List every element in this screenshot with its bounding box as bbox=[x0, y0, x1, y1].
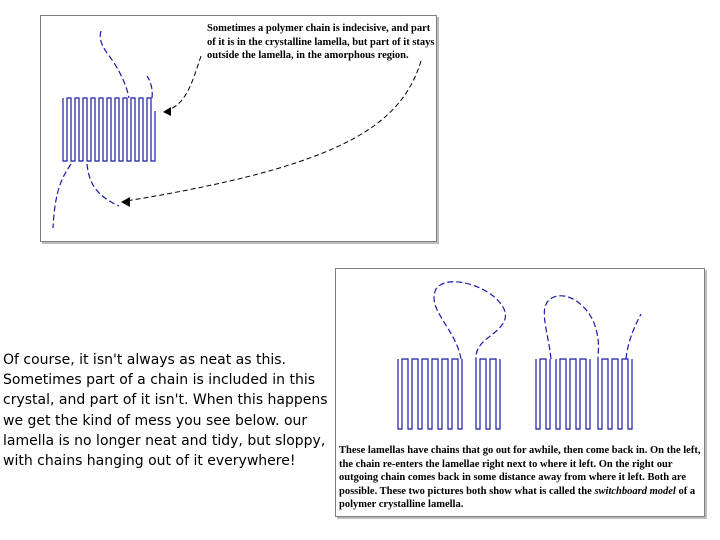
upper-chain-tail bbox=[100, 31, 129, 98]
lower-chain-loop bbox=[87, 164, 119, 206]
bottom-caption bbox=[339, 444, 701, 512]
body-paragraph: Of course, it isn't always as neat as this. Sometimes part of a chain is included in this crystal, and part of it isn't. When this happens we get the kind of mess you see below. our lamella is no longer neat and tidy, but sloppy, with chains hanging out of it everywhere! bbox=[3, 352, 328, 470]
right-distant-loop bbox=[544, 296, 598, 359]
top-caption: Sometimes a polymer chain is indecisive, and part of it is in the crystalline lamella, but part of it stays outside the lamella, in the amorphous region. bbox=[207, 23, 435, 61]
upper-chain-end bbox=[147, 76, 152, 98]
right-chain-end bbox=[626, 314, 641, 359]
lamella-folds bbox=[63, 98, 155, 161]
arrow-to-lower-tail bbox=[126, 61, 421, 201]
bottom-diagram-panel bbox=[335, 268, 705, 517]
right-lamella-folds bbox=[536, 359, 632, 429]
left-lamella-folds bbox=[398, 359, 500, 429]
arrow-to-upper-tail bbox=[166, 56, 201, 111]
caption-emphasis: switchboard model bbox=[594, 485, 676, 497]
arrowhead-upper bbox=[163, 107, 171, 116]
switchboard-model-diagram bbox=[336, 269, 704, 444]
left-adjacent-loop bbox=[434, 282, 506, 359]
top-diagram-panel bbox=[40, 15, 437, 242]
lower-chain-tail bbox=[53, 164, 71, 228]
caption-text-after: of a polymer crystalline lamella. bbox=[339, 485, 696, 510]
caption-text-before: These lamellas have chains that go out for awhile, then come back in. On the left, the chain re-enters the lamellae right next to where it left. On the right our outgoing chain comes back in some distance away from where it left. Both are possible. These two pictures both show what is called the bbox=[339, 445, 701, 497]
arrowhead-lower bbox=[121, 197, 130, 207]
